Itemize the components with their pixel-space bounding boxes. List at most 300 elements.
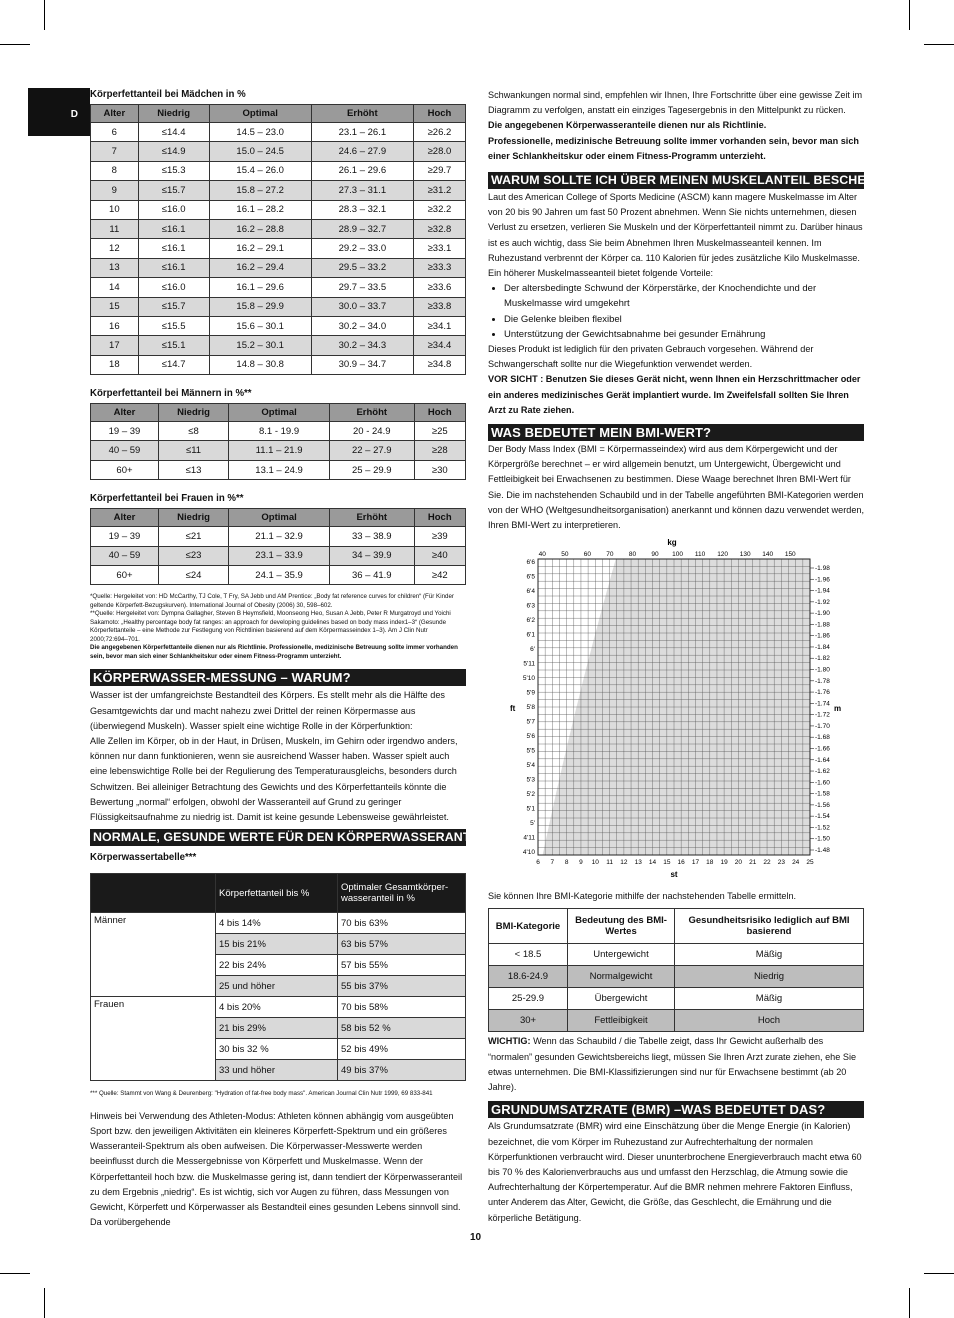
st-tick-label: 19 — [720, 859, 728, 867]
st-tick-label: 21 — [749, 859, 757, 867]
footnote-1: *Quelle: Hergeleitet von: HD McCarthy, TJ Cole, T Fry, SA Jebb und AM Prentice: „Body fat reference curves for children“ (Für Kinder geltende Körperfett-Bezugskurven). International Journal of Obesity (2006) 30, 598–602. — [90, 593, 454, 609]
ft-tick-label: 6'6 — [526, 559, 535, 567]
m-tick-label: -1.48 — [815, 847, 830, 855]
ft-tick-label: 5'10 — [522, 675, 535, 683]
continued-text: Schwankungen normal sind, empfehlen wir Ihnen, Ihre Fortschritte über eine gewisse Zeit im Diagramm zu verfolgen, anstatt ein einziges Tagesergebnis in den Mittelpunkt zu rücken. — [488, 90, 863, 117]
right-column — [488, 88, 939, 1226]
table-cell: 23.1 – 33.9 — [229, 546, 330, 565]
table-cell: 36 – 41.9 — [330, 566, 414, 585]
bmi-table — [488, 908, 864, 1032]
crop-mark — [924, 44, 954, 45]
table-cell: 11.1 – 21.9 — [229, 441, 330, 460]
table-row — [91, 239, 466, 258]
table-cell: ≤16.0 — [138, 200, 209, 219]
table-row — [489, 944, 864, 966]
ft-tick-label: 6' — [530, 646, 535, 654]
table-cell: 29.7 – 33.5 — [311, 278, 413, 297]
m-tick-label: -1.50 — [815, 836, 830, 844]
table-cell: 26.1 – 29.6 — [311, 161, 413, 180]
column-header: Hoch — [413, 105, 465, 123]
st-tick-label: 12 — [620, 859, 628, 867]
caution-text: VOR SICHT : Benutzen Sie dieses Gerät nicht, wenn Ihnen ein Herzschrittmacher oder ein anderes medizinisches Gerät implantiert wurde. Im Zweifelsfall sollten Sie Ihren Arzt zu Rate ziehen. — [488, 374, 861, 416]
m-tick-label: -1.82 — [815, 655, 830, 663]
st-tick-label: 17 — [691, 859, 700, 867]
table-cell: 63 bis 57% — [338, 934, 466, 955]
page-number: 10 — [470, 1232, 482, 1243]
m-tick-label: -1.68 — [815, 734, 830, 742]
column-header: Erhöht — [330, 404, 414, 422]
table-cell: 30.2 – 34.0 — [311, 316, 413, 335]
m-tick-label: -1.64 — [815, 757, 830, 765]
table-cell: 4 bis 20% — [216, 997, 338, 1018]
table-cell: 6 — [91, 123, 139, 142]
table-cell: 16.2 – 29.4 — [209, 258, 311, 277]
table-cell: 18.6-24.9 — [489, 966, 568, 988]
table-cell: 15 — [91, 297, 139, 316]
table-cell: ≥32.8 — [413, 219, 465, 238]
water-table-title: Körperwassertabelle*** — [90, 851, 197, 864]
table-row — [91, 200, 466, 219]
m-tick-label: -1.72 — [815, 711, 830, 719]
table-cell: 8 — [91, 161, 139, 180]
table-row — [91, 297, 466, 316]
table-row — [489, 966, 864, 988]
table-cell: ≥32.2 — [413, 200, 465, 219]
table-row — [91, 123, 466, 142]
ft-tick-label: 5'7 — [526, 718, 535, 726]
table-row — [91, 422, 466, 441]
kg-tick-label: 40 — [538, 551, 546, 559]
athlete-note: Hinweis bei Verwendung des Athleten-Modus: Athleten können abhängig vom ausgeübten Sport bzw. den jeweiligen Aktivitäten ein kleineres Körperfett-Spektrum und ein größeres Wasseranteil-Spektrum als oben aufweisen. Die Körperwasser-Messwerte werden beeinflusst durch die Messergebnisse von Körperfett und Muskelmasse. Wenn der Körperfettanteil hoch bzw. die Muskelmasse gering ist, dann tendiert der Körperwasseranteil zu dem Ergebnis „niedrig“. Es ist wichtig, sich vor Augen zu führen, dass Messungen von Gewicht, Körperfett und Körperwasser als Bestandteil eines gesunden Lebens sinnvoll sind. Da vorübergehende — [90, 1110, 463, 1229]
normal-values-heading: NORMALE, GESUNDE WERTE FÜR DEN KÖRPERWASSERANTEIL — [90, 829, 466, 846]
language-tab: D — [28, 88, 90, 136]
table-row — [91, 913, 466, 934]
st-tick-label: 25 — [806, 859, 814, 867]
table-cell: 49 bis 37% — [338, 1060, 466, 1081]
crop-mark — [44, 0, 45, 30]
ft-tick-label: 5'6 — [526, 733, 535, 741]
crop-mark — [0, 44, 30, 45]
column-header: Hoch — [414, 509, 466, 527]
table-cell: ≥28.0 — [413, 142, 465, 161]
ft-tick-label: 5'4 — [526, 762, 535, 770]
column-header: Optimal — [229, 404, 330, 422]
table-cell: 29.2 – 33.0 — [311, 239, 413, 258]
bmr-text: Als Grundumsatzrate (BMR) wird eine Einschätzung über die Menge Energie (in Kalorien) bezeichnet, die vom Körper im Ruhezustand zur Aufrechterhaltung der normalen Körperfunktionen verbraucht wird. Dieser ununterbrochene Energieverbrauch macht etwa 60 bis 70 % des Kalorienverbrauchs aus und umfasst den Herzschlag, die Atmung sowie die Aufrechterhaltung der Körpertemperatur. Auf die BMR nehmen mehrere Faktoren Einfluss, unter Anderem das Alter, Gewicht, die Größe, das Geschlecht, die Ernährung und die körperliche Betätigung. — [488, 1121, 862, 1224]
kg-axis-label: kg — [667, 538, 677, 548]
m-tick-label: -1.96 — [815, 576, 830, 584]
table-cell: ≤15.7 — [138, 181, 209, 200]
water-text-1: Wasser ist der umfangreichste Bestandteil des Körpers. Es stellt mehr als die Hälfte des Gesamtgewichts dar und macht nahezu zwei Drittel der reinen Körpermasse aus (überwiegend Muskeln). Wasser spielt eine wichtige Rolle in der Körperfunktion: — [90, 690, 445, 732]
group-label: Männer — [91, 913, 216, 997]
ft-tick-label: 6'5 — [526, 573, 535, 581]
table-cell: Untergewicht — [568, 944, 675, 966]
table-cell: 60+ — [91, 566, 159, 585]
footnote-2: **Quelle: Hergeleitet von: Dympna Gallagher, Steven B Heymsfield, Moonseong Heo, Susan A Jebb, Peter R Murgatroyd und Yoichi Sakamoto: „Healthy percentage body fat ranges: an approach for developing guidelines based on body mass index1–3“ (Gesunde Körperfettanteile – eine Methode zur Festlegung von Richtlinien basierend auf dem Körpermasseindex 1–3). Am J Clin Nutr 2000;72:694–701. — [90, 610, 451, 643]
kg-tick-label: 60 — [583, 551, 591, 559]
column-header: Gesundheitsrisiko lediglich auf BMI basierend — [675, 909, 864, 944]
st-tick-label: 15 — [663, 859, 671, 867]
crop-mark — [924, 1273, 954, 1274]
table-cell: ≤14.9 — [138, 142, 209, 161]
table-cell: 11 — [91, 219, 139, 238]
table-cell: 20 - 24.9 — [330, 422, 414, 441]
column-header: Niedrig — [158, 404, 228, 422]
bmr-heading: GRUNDUMSATZRATE (BMR) –WAS BEDEUTET DAS? — [488, 1101, 864, 1118]
bmi-text: Der Body Mass Index (BMI = Körpermasseindex) wird aus dem Körpergewicht und der Körpergröße berechnet – er wird allgemein benutzt, um Untergewicht, Übergewicht und Fettleibigkeit bei Erwachsenen zu bestimmen. Diese Waage berechnet Ihren BMI-Wert für Sie. Die im nachstehenden Schaubild und in der Tabelle angeführten BMI-Kategorien werden von der WHO (Weltgesundheitsorganisation) anerkannt und können dazu verwendet werden, Ihren BMI-Wert zu interpretieren. — [488, 444, 865, 532]
medical-note: Professionelle, medizinische Betreuung sollte immer vorhanden sein, bevor man sich einer Schlankheitskur oder einem Fitness-Programm unterzieht. — [488, 135, 859, 162]
bmi-chart — [488, 533, 864, 885]
table-cell: 12 — [91, 239, 139, 258]
table-row — [91, 258, 466, 277]
kg-tick-label: 100 — [672, 551, 683, 559]
crop-mark — [0, 1273, 30, 1274]
girls-fat-table — [90, 104, 466, 375]
men-table-title: Körperfettanteil bei Männern in %** — [90, 387, 252, 400]
table-cell: 27.3 – 31.1 — [311, 181, 413, 200]
m-tick-label: -1.76 — [815, 689, 830, 697]
table-cell: ≥40 — [414, 546, 466, 565]
table-cell: 28.9 – 32.7 — [311, 219, 413, 238]
table-cell: 25 – 29.9 — [330, 460, 414, 479]
table-cell: 22 – 27.9 — [330, 441, 414, 460]
table-cell: 15.8 – 27.2 — [209, 181, 311, 200]
column-header: Alter — [91, 105, 139, 123]
table-row — [91, 161, 466, 180]
table-cell: ≥34.8 — [413, 355, 465, 374]
m-tick-label: -1.74 — [815, 700, 830, 708]
table-cell: 15 bis 21% — [216, 934, 338, 955]
table-cell: < 18.5 — [489, 944, 568, 966]
st-tick-label: 9 — [579, 859, 583, 867]
list-item: • Die Gelenke bleiben flexibel — [504, 312, 864, 327]
table-row — [91, 527, 466, 546]
column-header — [91, 874, 216, 913]
footnote-3: Die angegebenen Körperfettanteile dienen nur als Richtlinie. Professionelle, medizinische Betreuung sollte immer vorhanden sein, bevor man sich einer Schlankheitskur oder einem Fitness-Programm unterzieht. — [90, 644, 458, 660]
table-cell: ≥28 — [414, 441, 466, 460]
group-label: Frauen — [91, 997, 216, 1081]
table-row — [91, 546, 466, 565]
ft-tick-label: 4'10 — [522, 849, 535, 857]
table-cell: 52 bis 49% — [338, 1039, 466, 1060]
column-header: Erhöht — [330, 509, 414, 527]
table-cell: 17 — [91, 336, 139, 355]
column-header: Niedrig — [138, 105, 209, 123]
table-cell: Übergewicht — [568, 988, 675, 1010]
st-tick-label: 22 — [763, 859, 771, 867]
table-cell: 30.0 – 33.7 — [311, 297, 413, 316]
table-cell: 40 – 59 — [91, 546, 159, 565]
table-cell: 15.0 – 24.5 — [209, 142, 311, 161]
table-cell: ≥26.2 — [413, 123, 465, 142]
important-text: Wenn das Schaubild / die Tabelle zeigt, dass Ihr Gewicht außerhalb des “normalen” gesunden Gewichtsbereichs liegt, müssen Sie Ihren Arzt zurate ziehen, ehe Sie etwas unternehmen. Die BMI-Klassifizierungen sind nur für Erwachsene bestimmt (ab 20 Jahre). — [488, 1036, 857, 1094]
table-row — [489, 988, 864, 1010]
kg-tick-label: 50 — [561, 551, 569, 559]
table-cell: Hoch — [675, 1010, 864, 1032]
table-cell: 34 – 39.9 — [330, 546, 414, 565]
m-tick-label: -1.52 — [815, 824, 830, 832]
column-header: BMI-Kategorie — [489, 909, 568, 944]
table-cell: 15.2 – 30.1 — [209, 336, 311, 355]
table-cell: ≤14.4 — [138, 123, 209, 142]
table-cell: Normalgewicht — [568, 966, 675, 988]
table-cell: ≥29.7 — [413, 161, 465, 180]
important-label: WICHTIG: — [488, 1036, 531, 1048]
m-tick-label: -1.70 — [815, 723, 830, 731]
ft-tick-label: 5'3 — [526, 776, 535, 784]
m-tick-label: -1.90 — [815, 610, 830, 618]
crop-mark — [44, 1288, 45, 1318]
m-tick-label: -1.56 — [815, 802, 830, 810]
private-use-text: Dieses Produkt ist lediglich für den privaten Gebrauch vorgesehen. Während der Schwangerschaft sollte nur die Wiegefunktion verwendet werden. — [488, 344, 814, 371]
m-tick-label: -1.54 — [815, 813, 830, 821]
m-tick-label: -1.60 — [815, 779, 830, 787]
table-cell: 70 bis 63% — [338, 913, 466, 934]
table-cell: ≤14.7 — [138, 355, 209, 374]
m-tick-label: -1.98 — [815, 565, 830, 573]
table-row — [91, 566, 466, 585]
kg-tick-label: 150 — [784, 551, 796, 559]
table-cell: 58 bis 52 % — [338, 1018, 466, 1039]
m-tick-label: -1.84 — [815, 644, 830, 652]
table-cell: ≥34.4 — [413, 336, 465, 355]
table-row — [91, 278, 466, 297]
table-cell: Niedrig — [675, 966, 864, 988]
table-cell: Fettleibigkeit — [568, 1010, 675, 1032]
table-cell: Mäßig — [675, 988, 864, 1010]
m-tick-label: -1.88 — [815, 621, 830, 629]
table-cell: ≤13 — [158, 460, 228, 479]
column-header: Optimaler Gesamtkörper-wasseranteil in % — [338, 874, 466, 913]
table-cell: ≤15.7 — [138, 297, 209, 316]
table-cell: 4 bis 14% — [216, 913, 338, 934]
m-tick-label: -1.94 — [815, 587, 830, 595]
st-tick-label: 8 — [564, 859, 569, 867]
table-cell: ≥33.6 — [413, 278, 465, 297]
table-cell: 16.1 – 29.6 — [209, 278, 311, 297]
st-tick-label: 6 — [536, 859, 540, 867]
table-cell: ≥34.1 — [413, 316, 465, 335]
ft-tick-label: 4'11 — [523, 834, 535, 842]
table-cell: ≤21 — [158, 527, 228, 546]
table-cell: 16.2 – 29.1 — [209, 239, 311, 258]
st-tick-label: 7 — [550, 859, 555, 867]
column-header: Alter — [91, 404, 159, 422]
table-row — [91, 460, 466, 479]
table-cell: ≤16.1 — [138, 219, 209, 238]
left-column — [90, 88, 491, 1230]
st-tick-label: 16 — [677, 859, 685, 867]
table-cell: 16.1 – 28.2 — [209, 200, 311, 219]
kg-tick-label: 80 — [628, 551, 637, 559]
table-row — [91, 316, 466, 335]
table-cell: ≥39 — [414, 527, 466, 546]
st-tick-label: 20 — [734, 859, 743, 867]
m-tick-label: -1.66 — [815, 745, 830, 753]
ft-tick-label: 5' — [530, 820, 535, 828]
water-heading: KÖRPERWASSER-MESSUNG – WARUM? — [90, 669, 466, 686]
st-tick-label: 18 — [706, 859, 714, 867]
ft-tick-label: 6'3 — [526, 602, 535, 610]
water-text-2: Alle Zellen im Körper, ob in der Haut, in Drüsen, Muskeln, im Gehirn oder irgendwo anders, können nur dann funktionieren, wenn sie ausreichend Wasser haben. Wasser spielt auch eine lebenswichtige Rolle bei der Regulierung des Temperaturausgleichs, besonders durch Schwitzen. Bei alleiniger Betrachtung des Gewichts und des Körperfettanteils könnte die Bewertung „normal“ erfolgen, obwohl der Wasseranteil auf Grund zu geringer Flüssigkeitsaufnahme zu niedrig ist. Damit ist keine gesunde Lebensweise gewährleistet. — [90, 736, 458, 824]
kg-tick-label: 120 — [717, 551, 729, 559]
m-tick-label: -1.80 — [815, 666, 830, 674]
st-axis-label: st — [670, 870, 678, 880]
muscle-text: Laut des American College of Sports Medicine (ASCM) kann magere Muskelmasse im Alter von 20 bis 90 Jahren um fast 50 Prozent abnehmen. Wenn Sie nichts unternehmen, diesen Verlust zu ersetzen, verlieren Sie Muskeln und der Körperfettanteil nimmt zu. Darüber hinaus ist es auch wichtig, dass Sie beim Abnehmen Ihren Muskelmasseanteil kennen. Im Ruhezustand verbrennt der Körper ca. 110 Kalorien für jedes zusätzliche Kilo Muskelmasse. Ein höherer Muskelmasseanteil bietet folgende Vorteile: — [488, 192, 863, 280]
table-cell: 14.8 – 30.8 — [209, 355, 311, 374]
kg-tick-label: 70 — [606, 551, 614, 559]
table-cell: ≤15.3 — [138, 161, 209, 180]
st-tick-label: 13 — [634, 859, 642, 867]
ft-tick-label: 5'11 — [523, 660, 535, 668]
ft-tick-label: 5'1 — [526, 805, 535, 813]
m-tick-label: -1.62 — [815, 768, 830, 776]
kg-tick-label: 140 — [762, 551, 774, 559]
list-item: • Unterstützung der Gewichtsabnahme bei gesunder Ernährung — [504, 327, 864, 342]
table-cell: ≤16.1 — [138, 239, 209, 258]
table-cell: 24.1 – 35.9 — [229, 566, 330, 585]
muscle-heading: WARUM SOLLTE ICH ÜBER MEINEN MUSKELANTEIL BESCHEID WISSEN? — [488, 172, 864, 189]
table-cell: ≤23 — [158, 546, 228, 565]
table-cell: 14 — [91, 278, 139, 297]
table-cell: 10 — [91, 200, 139, 219]
men-fat-table — [90, 403, 466, 480]
girls-table-title: Körperfettanteil bei Mädchen in % — [90, 88, 246, 100]
bmi-table-intro: Sie können Ihre BMI-Kategorie mithilfe der nachstehenden Tabelle ermitteln. — [488, 891, 797, 903]
table-cell: 24.6 – 27.9 — [311, 142, 413, 161]
ft-tick-label: 5'8 — [526, 704, 535, 712]
st-tick-label: 10 — [591, 859, 599, 867]
st-tick-label: 24 — [792, 859, 800, 867]
m-tick-label: -1.92 — [815, 599, 830, 607]
m-tick-label: -1.58 — [815, 790, 830, 798]
table-cell: 9 — [91, 181, 139, 200]
ft-tick-label: 6'4 — [526, 588, 535, 596]
column-header: Körperfettanteil bis % — [216, 874, 338, 913]
table-cell: Mäßig — [675, 944, 864, 966]
column-header: Hoch — [414, 404, 466, 422]
table-row — [91, 997, 466, 1018]
kg-tick-label: 130 — [739, 551, 751, 559]
water-guideline-note: Die angegebenen Körperwasseranteile dienen nur als Richtlinie. — [488, 120, 767, 132]
column-header: Optimal — [209, 105, 311, 123]
ft-tick-label: 5'9 — [526, 689, 535, 697]
table-cell: 15.6 – 30.1 — [209, 316, 311, 335]
benefit-list — [488, 281, 864, 342]
table-cell: 30 bis 32 % — [216, 1039, 338, 1060]
table-cell: 16 — [91, 316, 139, 335]
table-cell: ≤15.1 — [138, 336, 209, 355]
m-axis-label: m — [834, 704, 842, 714]
table-cell: 21.1 – 32.9 — [229, 527, 330, 546]
ft-tick-label: 6'2 — [526, 617, 535, 625]
table-cell: ≥33.8 — [413, 297, 465, 316]
kg-tick-label: 90 — [651, 551, 659, 559]
bmi-heading: WAS BEDEUTET MEIN BMI-WERT? — [488, 424, 864, 441]
table-cell: 33 und höher — [216, 1060, 338, 1081]
m-tick-label: -1.78 — [815, 678, 830, 686]
table-cell: 55 bis 37% — [338, 976, 466, 997]
table-cell: ≥31.2 — [413, 181, 465, 200]
crop-mark — [909, 1288, 910, 1318]
table-cell: 25 und höher — [216, 976, 338, 997]
table-cell: 30+ — [489, 1010, 568, 1032]
table-cell: 15.8 – 29.9 — [209, 297, 311, 316]
ft-axis-label: ft — [510, 704, 516, 714]
ft-tick-label: 6'1 — [526, 631, 535, 639]
table-cell: 60+ — [91, 460, 159, 479]
table-cell: 57 bis 55% — [338, 955, 466, 976]
table-cell: 70 bis 58% — [338, 997, 466, 1018]
st-tick-label: 23 — [777, 859, 785, 867]
table-cell: 14.5 – 23.0 — [209, 123, 311, 142]
table-cell: ≤16.1 — [138, 258, 209, 277]
table-cell: 13 — [91, 258, 139, 277]
st-tick-label: 14 — [648, 859, 657, 867]
table-row — [91, 441, 466, 460]
table-row — [91, 355, 466, 374]
ft-tick-label: 5'2 — [526, 791, 535, 799]
table-cell: 28.3 – 32.1 — [311, 200, 413, 219]
table-row — [91, 142, 466, 161]
women-fat-table — [90, 508, 466, 585]
bmi-chart-svg — [488, 533, 864, 885]
table-row — [489, 1010, 864, 1032]
table-cell: 13.1 – 24.9 — [229, 460, 330, 479]
table-cell: ≤15.5 — [138, 316, 209, 335]
table-cell: 19 – 39 — [91, 527, 159, 546]
column-header: Optimal — [229, 509, 330, 527]
table-cell: 7 — [91, 142, 139, 161]
footnotes — [90, 593, 466, 661]
m-tick-label: -1.86 — [815, 632, 830, 640]
water-table — [90, 873, 466, 1081]
water-footnote: *** Quelle: Stammt von Wang & Deurenberg: "Hydration of fat-free body mass". American Journal Clin Nutr 1999, 69 833-841 — [90, 1090, 433, 1098]
table-cell: 8.1 - 19.9 — [229, 422, 330, 441]
table-row — [91, 219, 466, 238]
crop-mark — [909, 0, 910, 30]
women-table-title: Körperfettanteil bei Frauen in %** — [90, 492, 244, 505]
table-cell: ≥30 — [414, 460, 466, 479]
table-cell: ≥25 — [414, 422, 466, 441]
table-cell: 29.5 – 33.2 — [311, 258, 413, 277]
table-cell: ≤16.0 — [138, 278, 209, 297]
table-cell: ≥33.1 — [413, 239, 465, 258]
st-tick-label: 11 — [606, 859, 613, 867]
column-header: Erhöht — [311, 105, 413, 123]
table-cell: 15.4 – 26.0 — [209, 161, 311, 180]
table-cell: ≤8 — [158, 422, 228, 441]
table-row — [91, 336, 466, 355]
table-cell: 25-29.9 — [489, 988, 568, 1010]
table-cell: ≤11 — [158, 441, 228, 460]
table-cell: 22 bis 24% — [216, 955, 338, 976]
table-cell: ≥33.3 — [413, 258, 465, 277]
table-cell: ≥42 — [414, 566, 466, 585]
table-cell: 21 bis 29% — [216, 1018, 338, 1039]
table-cell: 23.1 – 26.1 — [311, 123, 413, 142]
table-cell: 30.9 – 34.7 — [311, 355, 413, 374]
kg-tick-label: 110 — [694, 551, 706, 559]
column-header: Niedrig — [158, 509, 228, 527]
table-cell: 18 — [91, 355, 139, 374]
table-row — [91, 181, 466, 200]
table-cell: 40 – 59 — [91, 441, 159, 460]
column-header: Bedeutung des BMI-Wertes — [568, 909, 675, 944]
table-cell: 33 – 38.9 — [330, 527, 414, 546]
list-item: • Der altersbedingte Schwund der Körperstärke, der Knochendichte und der Muskelmasse wird umgekehrt — [504, 281, 864, 311]
table-cell: 16.2 – 28.8 — [209, 219, 311, 238]
